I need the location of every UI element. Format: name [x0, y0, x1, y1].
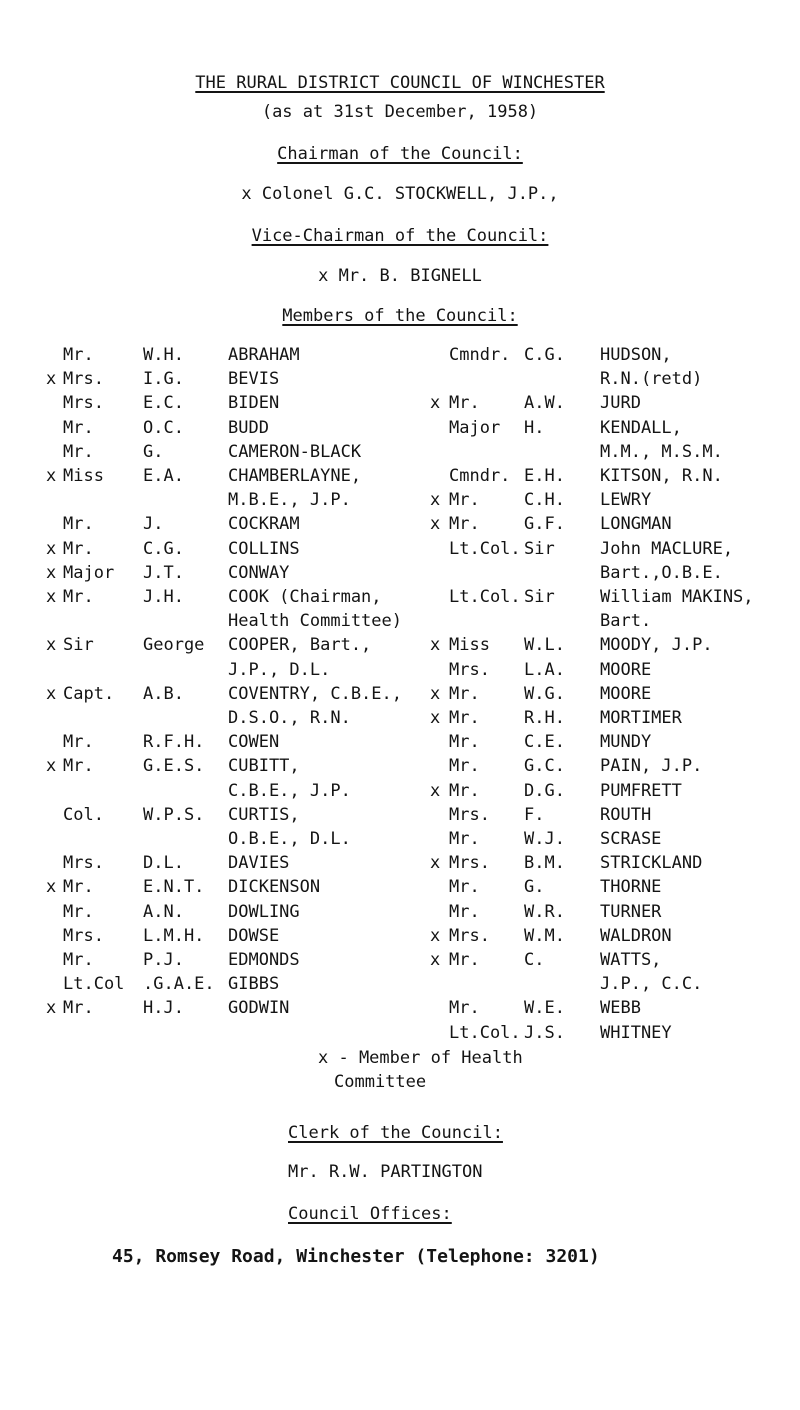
- left-initials: L.M.H.: [143, 925, 205, 946]
- right-surname: MUNDY: [600, 732, 652, 753]
- right-surname: R.N.(retd): [600, 369, 703, 390]
- member-row: [0, 514, 800, 538]
- right-title: Mr.: [449, 877, 480, 898]
- left-member-mark: x: [46, 683, 57, 704]
- right-title: Mr.: [449, 756, 480, 777]
- right-title: Mr.: [449, 708, 480, 728]
- left-surname: CURTIS,: [228, 804, 300, 825]
- right-surname: Bart.: [600, 611, 652, 632]
- left-title: Mrs.: [63, 853, 104, 874]
- right-member-mark: x: [430, 683, 441, 704]
- left-title: Mr.: [63, 901, 94, 922]
- left-initials: J.T.: [143, 562, 184, 583]
- member-row: [0, 1023, 800, 1047]
- right-initials: J.S.: [524, 1022, 565, 1043]
- right-member-mark: x: [430, 780, 441, 801]
- council-title: THE RURAL DISTRICT COUNCIL OF WINCHESTER: [195, 73, 605, 93]
- left-title: Mr.: [63, 756, 94, 777]
- right-surname: MORTIMER: [600, 708, 682, 728]
- left-surname: CHAMBERLAYNE,: [228, 466, 362, 486]
- left-title: Mr.: [63, 587, 94, 607]
- right-surname: M.M., M.S.M.: [600, 441, 723, 462]
- left-title: Mrs.: [63, 925, 104, 946]
- left-member-mark: x: [46, 877, 57, 898]
- left-initials: C.G.: [143, 538, 184, 559]
- right-title: Mr.: [449, 829, 480, 849]
- right-member-mark: x: [430, 514, 441, 535]
- right-member-mark: x: [430, 708, 441, 728]
- member-row: [0, 974, 800, 998]
- right-member-mark: x: [430, 853, 441, 874]
- member-row: [0, 418, 800, 442]
- left-surname: COVENTRY, C.B.E.,: [228, 683, 402, 704]
- key-line-1: x - Member of Health: [318, 1048, 523, 1068]
- right-initials: L.A.: [524, 659, 565, 680]
- right-member-mark: x: [430, 635, 441, 656]
- right-surname: STRICKLAND: [600, 853, 703, 874]
- right-member-mark: x: [430, 925, 441, 946]
- right-title: Miss: [449, 635, 490, 656]
- left-initials: O.C.: [143, 417, 184, 438]
- right-surname: PAIN, J.P.: [600, 756, 703, 777]
- left-surname: CAMERON-BLACK: [228, 441, 362, 462]
- left-surname: COCKRAM: [228, 514, 300, 535]
- member-row: [0, 998, 800, 1022]
- left-surname: GIBBS: [228, 974, 280, 995]
- left-member-mark: x: [46, 587, 57, 607]
- left-title: Capt.: [63, 683, 115, 704]
- member-row: [0, 902, 800, 926]
- right-initials: A.W.: [524, 393, 565, 414]
- left-surname: BIDEN: [228, 393, 280, 414]
- left-surname: GODWIN: [228, 998, 290, 1019]
- right-initials: C.E.: [524, 732, 565, 753]
- member-row: [0, 539, 800, 563]
- member-row: [0, 708, 800, 732]
- right-initials: D.G.: [524, 780, 565, 801]
- right-surname: William MAKINS,: [600, 587, 754, 607]
- left-title: Mr.: [63, 417, 94, 438]
- member-row: [0, 660, 800, 684]
- right-surname: ROUTH: [600, 804, 652, 825]
- right-initials: C.G.: [524, 345, 565, 365]
- right-initials: F.: [524, 804, 545, 825]
- right-surname: JURD: [600, 393, 641, 414]
- left-initials: A.N.: [143, 901, 184, 922]
- right-initials: W.M.: [524, 925, 565, 946]
- right-title: Mr.: [449, 514, 480, 535]
- vice-chairman-heading: Vice-Chairman of the Council:: [251, 226, 549, 246]
- right-surname: WEBB: [600, 998, 641, 1019]
- left-surname: ABRAHAM: [228, 345, 300, 365]
- right-surname: THORNE: [600, 877, 662, 898]
- left-title: Col.: [63, 804, 104, 825]
- left-title: Miss: [63, 466, 104, 486]
- key-line-2: Committee: [334, 1072, 427, 1092]
- clerk-heading: Clerk of the Council:: [288, 1123, 503, 1143]
- member-row: [0, 611, 800, 635]
- right-title: Mr.: [449, 950, 480, 970]
- left-surname: DOWSE: [228, 925, 280, 946]
- right-member-mark: x: [430, 950, 441, 970]
- left-surname: J.P., D.L.: [228, 659, 331, 680]
- left-initials: E.A.: [143, 466, 184, 486]
- left-initials: E.N.T.: [143, 877, 205, 898]
- right-surname: LEWRY: [600, 490, 652, 511]
- left-title: Major: [63, 562, 115, 583]
- address-line: 45, Romsey Road, Winchester (Telephone: 3201): [112, 1246, 600, 1267]
- left-surname: COOPER, Bart.,: [228, 635, 372, 656]
- right-initials: G.C.: [524, 756, 565, 777]
- right-initials: W.R.: [524, 901, 565, 922]
- left-surname: DOWLING: [228, 901, 300, 922]
- member-row: [0, 950, 800, 974]
- right-title: Mr.: [449, 490, 480, 511]
- member-row: [0, 853, 800, 877]
- right-title: Mr.: [449, 901, 480, 922]
- left-initials: H.J.: [143, 998, 184, 1019]
- right-member-mark: x: [430, 393, 441, 414]
- right-initials: B.M.: [524, 853, 565, 874]
- right-surname: MOORE: [600, 683, 652, 704]
- member-row: [0, 732, 800, 756]
- left-initials: J.: [143, 514, 164, 535]
- left-title: Lt.Col: [63, 974, 125, 995]
- left-surname: DAVIES: [228, 853, 290, 874]
- right-initials: C.H.: [524, 490, 565, 511]
- right-surname: HUDSON,: [600, 345, 672, 365]
- member-row: [0, 635, 800, 659]
- left-initials: D.L.: [143, 853, 184, 874]
- left-member-mark: x: [46, 756, 57, 777]
- left-title: Sir: [63, 635, 94, 656]
- right-surname: WALDRON: [600, 925, 672, 946]
- right-title: Cmndr.: [449, 345, 511, 365]
- chairman-heading: Chairman of the Council:: [277, 144, 523, 164]
- right-title: Mr.: [449, 780, 480, 801]
- member-row: [0, 756, 800, 780]
- right-surname: MOORE: [600, 659, 652, 680]
- right-surname: WHITNEY: [600, 1022, 672, 1043]
- right-surname: John MACLURE,: [600, 538, 734, 559]
- member-row: [0, 926, 800, 950]
- right-surname: KENDALL,: [600, 417, 682, 438]
- member-row: [0, 829, 800, 853]
- right-surname: TURNER: [600, 901, 662, 922]
- left-initials: R.F.H.: [143, 732, 205, 753]
- right-initials: W.L.: [524, 635, 565, 656]
- right-surname: KITSON, R.N.: [600, 466, 723, 486]
- right-initials: Sir: [524, 587, 555, 607]
- left-title: Mr.: [63, 998, 94, 1019]
- right-title: Cmndr.: [449, 466, 511, 486]
- left-member-mark: x: [46, 538, 57, 559]
- right-title: Lt.Col.: [449, 538, 521, 559]
- left-surname: O.B.E., D.L.: [228, 829, 351, 849]
- left-member-mark: x: [46, 369, 57, 390]
- member-row: [0, 805, 800, 829]
- right-title: Lt.Col.: [449, 587, 521, 607]
- left-surname: BEVIS: [228, 369, 280, 390]
- left-title: Mrs.: [63, 393, 104, 414]
- member-row: [0, 393, 800, 417]
- clerk-name: Mr. R.W. PARTINGTON: [288, 1162, 483, 1182]
- left-initials: J.H.: [143, 587, 184, 607]
- right-initials: H.: [524, 417, 545, 438]
- right-initials: E.H.: [524, 466, 565, 486]
- left-surname: COOK (Chairman,: [228, 587, 382, 607]
- left-title: Mr.: [63, 345, 94, 365]
- right-title: Mrs.: [449, 925, 490, 946]
- right-title: Mrs.: [449, 804, 490, 825]
- left-title: Mr.: [63, 732, 94, 753]
- left-surname: BUDD: [228, 417, 269, 438]
- left-initials: G.: [143, 441, 164, 462]
- member-row: [0, 466, 800, 490]
- right-surname: Bart.,O.B.E.: [600, 562, 723, 583]
- left-initials: E.C.: [143, 393, 184, 414]
- member-row: [0, 877, 800, 901]
- right-initials: W.G.: [524, 683, 565, 704]
- right-member-mark: x: [430, 490, 441, 511]
- left-title: Mrs.: [63, 369, 104, 390]
- right-title: Mr.: [449, 732, 480, 753]
- left-initials: I.G.: [143, 369, 184, 390]
- right-title: Mrs.: [449, 659, 490, 680]
- left-surname: C.B.E., J.P.: [228, 780, 351, 801]
- left-title: Mr.: [63, 877, 94, 898]
- left-surname: CUBITT,: [228, 756, 300, 777]
- left-surname: COLLINS: [228, 538, 300, 559]
- left-member-mark: x: [46, 998, 57, 1019]
- right-surname: J.P., C.C.: [600, 974, 703, 995]
- chairman-name: x Colonel G.C. STOCKWELL, J.P.,: [241, 184, 559, 204]
- right-initials: G.F.: [524, 514, 565, 535]
- left-surname: CONWAY: [228, 562, 290, 583]
- right-surname: WATTS,: [600, 950, 662, 970]
- left-member-mark: x: [46, 466, 57, 486]
- left-member-mark: x: [46, 635, 57, 656]
- member-row: [0, 563, 800, 587]
- right-title: Lt.Col.: [449, 1022, 521, 1043]
- right-initials: W.J.: [524, 829, 565, 849]
- left-surname: COWEN: [228, 732, 280, 753]
- right-title: Mr.: [449, 998, 480, 1019]
- member-row: [0, 587, 800, 611]
- right-initials: R.H.: [524, 708, 565, 728]
- left-initials: .G.A.E.: [143, 974, 215, 995]
- left-surname: DICKENSON: [228, 877, 321, 898]
- right-title: Mr.: [449, 683, 480, 704]
- vice-chairman-name: x Mr. B. BIGNELL: [318, 266, 482, 286]
- left-title: Mr.: [63, 950, 94, 970]
- right-title: Mr.: [449, 393, 480, 414]
- left-initials: P.J.: [143, 950, 184, 970]
- right-initials: W.E.: [524, 998, 565, 1019]
- left-surname: EDMONDS: [228, 950, 300, 970]
- left-member-mark: x: [46, 562, 57, 583]
- left-initials: G.E.S.: [143, 756, 205, 777]
- date-line: (as at 31st December, 1958): [261, 102, 539, 122]
- left-surname: Health Committee): [228, 611, 402, 632]
- member-row: [0, 490, 800, 514]
- right-initials: Sir: [524, 538, 555, 559]
- offices-heading: Council Offices:: [288, 1204, 452, 1224]
- right-surname: MOODY, J.P.: [600, 635, 713, 656]
- member-row: [0, 369, 800, 393]
- member-row: [0, 781, 800, 805]
- left-surname: D.S.O., R.N.: [228, 708, 351, 728]
- left-title: Mr.: [63, 538, 94, 559]
- left-initials: A.B.: [143, 683, 184, 704]
- left-surname: M.B.E., J.P.: [228, 490, 351, 511]
- right-title: Mrs.: [449, 853, 490, 874]
- left-initials: W.P.S.: [143, 804, 205, 825]
- member-row: [0, 684, 800, 708]
- right-surname: PUMFRETT: [600, 780, 682, 801]
- right-initials: G.: [524, 877, 545, 898]
- left-initials: George: [143, 635, 205, 656]
- member-row: [0, 442, 800, 466]
- left-title: Mr.: [63, 441, 94, 462]
- left-initials: W.H.: [143, 345, 184, 365]
- left-title: Mr.: [63, 514, 94, 535]
- right-initials: C.: [524, 950, 545, 970]
- member-row: [0, 345, 800, 369]
- members-heading: Members of the Council:: [282, 306, 518, 326]
- right-surname: SCRASE: [600, 829, 662, 849]
- right-surname: LONGMAN: [600, 514, 672, 535]
- right-title: Major: [449, 417, 501, 438]
